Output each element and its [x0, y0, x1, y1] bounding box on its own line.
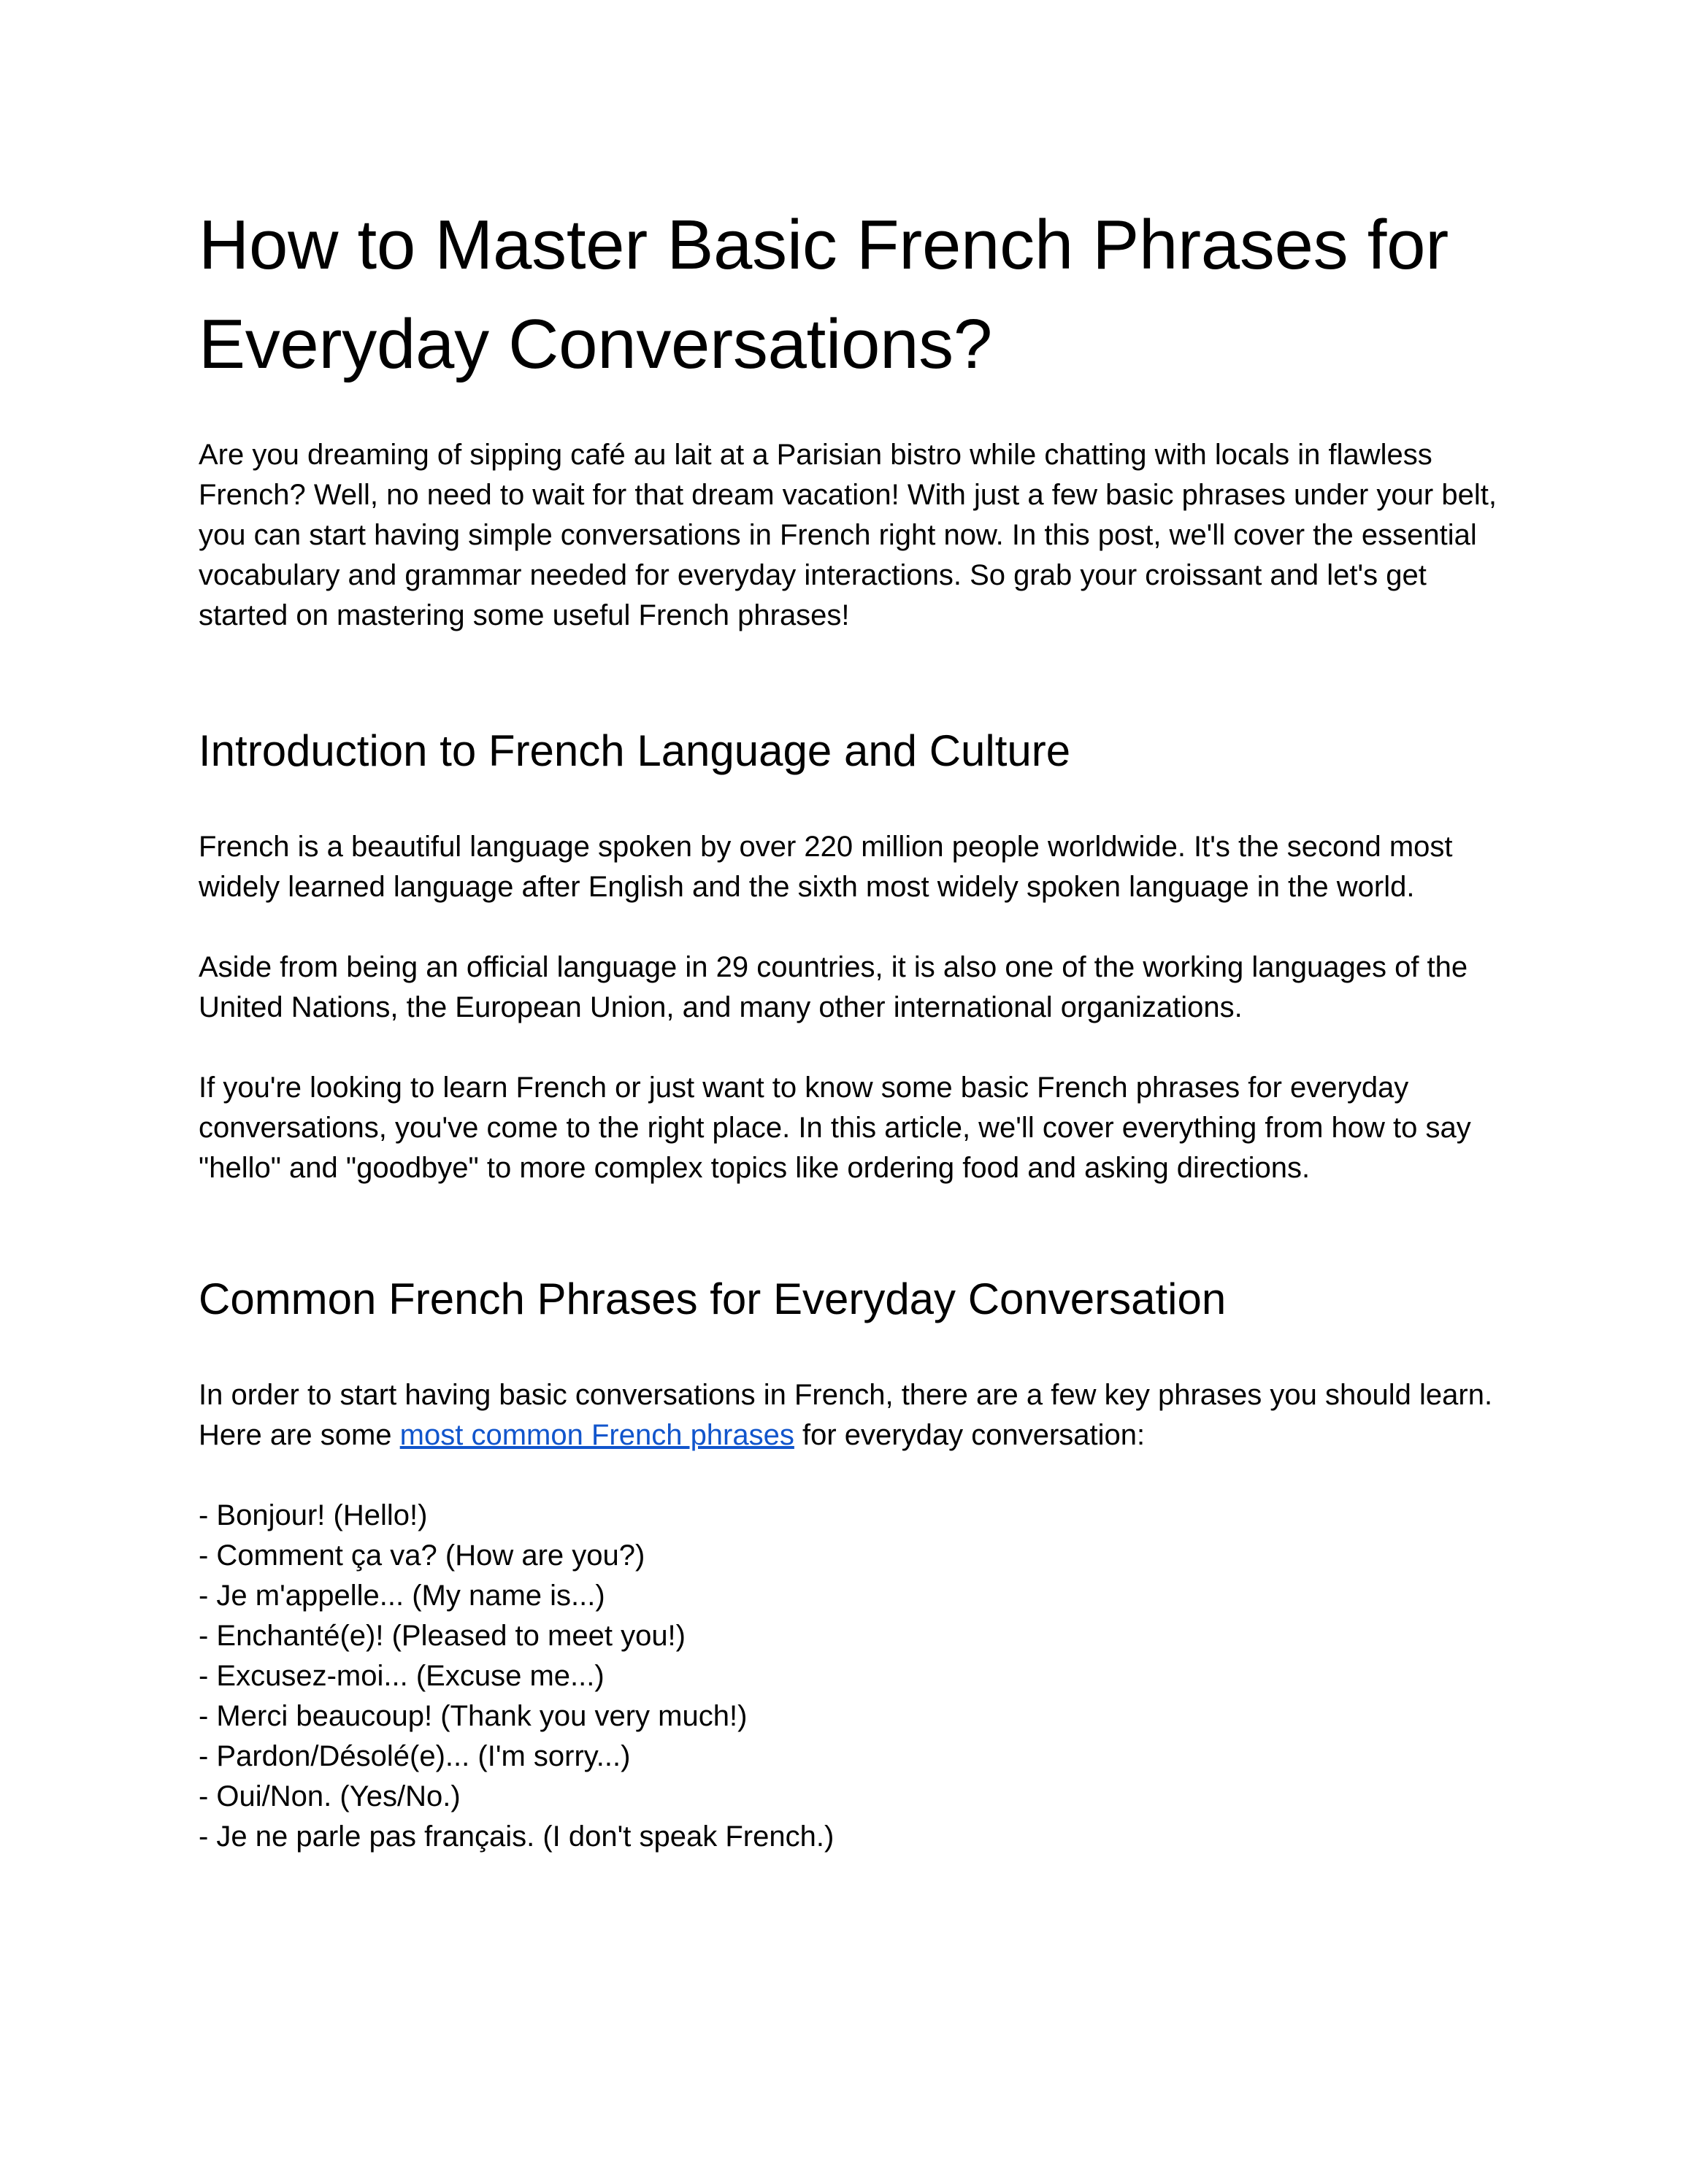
list-item: - Bonjour! (Hello!) — [199, 1499, 428, 1531]
document-page — [199, 196, 1498, 1857]
section1-paragraph: Aside from being an official language in 29 countries, it is also one of the working languages of the United Nations, the European Union, and many other international organizations. — [199, 951, 1468, 1023]
list-item: - Je m'appelle... (My name is...) — [199, 1580, 605, 1612]
lead-text-before: In order to start having basic conversations in French, there are a few key phrases you should learn. Here are some — [199, 1379, 1493, 1451]
section-heading-introduction: Introduction to French Language and Culture — [199, 726, 1071, 775]
section2-lead-paragraph — [199, 1375, 1498, 1456]
phrase-list — [199, 1496, 1498, 1857]
intro-paragraph: Are you dreaming of sipping café au lait at a Parisian bistro while chatting with locals in flawless French? Well, no need to wait for that dream vacation! With just a few basic phrases under your belt, you can start having simple conversations in French right now. In this post, we'll cover the essential vocabulary and grammar needed for everyday interactions. So grab your croissant and let's get started on mastering some useful French phrases! — [199, 439, 1497, 631]
list-item: - Merci beaucoup! (Thank you very much!) — [199, 1700, 748, 1732]
section1-paragraph: If you're looking to learn French or just want to know some basic French phrases for everyday conversations, you've come to the right place. In this article, we'll cover everything from how to say "hello" and "goodbye" to more complex topics like ordering food and asking directions. — [199, 1072, 1471, 1184]
list-item: - Oui/Non. (Yes/No.) — [199, 1780, 461, 1812]
list-item: - Excusez-moi... (Excuse me...) — [199, 1660, 605, 1692]
list-item: - Comment ça va? (How are you?) — [199, 1539, 645, 1572]
section-heading-common-phrases: Common French Phrases for Everyday Conversation — [199, 1274, 1227, 1323]
list-item: - Enchanté(e)! (Pleased to meet you!) — [199, 1620, 686, 1652]
page-title: How to Master Basic French Phrases for Everyday Conversations? — [199, 206, 1449, 383]
list-item: - Je ne parle pas français. (I don't speak French.) — [199, 1820, 835, 1853]
section1-paragraph: French is a beautiful language spoken by over 220 million people worldwide. It's the second most widely learned language after English and the sixth most widely spoken language in the world. — [199, 831, 1453, 903]
common-phrases-link[interactable]: most common French phrases — [399, 1419, 794, 1451]
lead-text-after: for everyday conversation: — [794, 1419, 1146, 1451]
list-item: - Pardon/Désolé(e)... (I'm sorry...) — [199, 1740, 631, 1772]
